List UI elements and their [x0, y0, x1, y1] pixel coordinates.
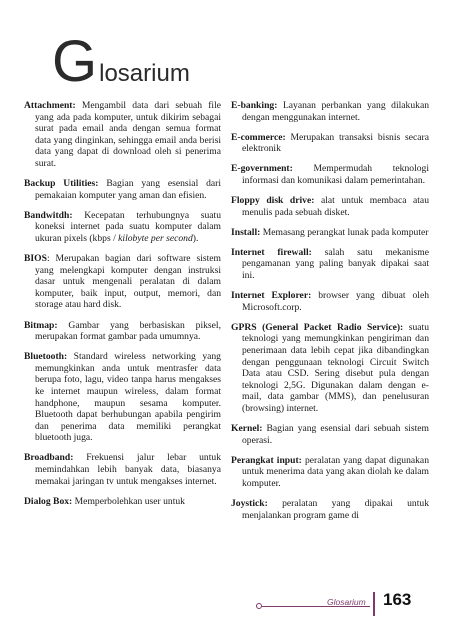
glossary-definition: Standard wireless networking yang memungkinkan anda untuk mentrasfer data berupa foto, lagu, video tanpa harus mengakses ke internet maupun wireless, dalam format handphone, maupun sesama komputer. Bluetooth dapat berhubungan apabila pengirim dan penerima data memiliki perangkat bluetooth juga. [35, 351, 221, 444]
glossary-entry [24, 210, 221, 245]
footer-separator [373, 592, 375, 616]
glossary-entry [231, 227, 429, 239]
glossary-term: Joystick: [231, 498, 268, 510]
glossary-definition-italic: kilobyte per second [118, 232, 193, 244]
glossary-definition: peralatan yang dapat digunakan untuk menerima data yang akan diolah ke dalam komputer. [242, 454, 429, 489]
glossary-definition: Memperbolehkan user untuk [74, 495, 185, 507]
glossary-term: Attachment: [24, 100, 76, 111]
glossary-entry [231, 195, 429, 218]
glossary-entry [24, 253, 221, 311]
glossary-entry [24, 496, 221, 508]
glossary-term: Backup Utilities: [24, 178, 99, 190]
glossary-term: Dialog Box: [24, 495, 73, 507]
glossary-entry [231, 163, 429, 186]
glossary-term: GPRS (General Packet Radio Service): [231, 321, 404, 333]
glossary-definition: : Merupakan bagian dari software sistem yang melengkapi komputer dengan instruksi dasar untuk mengenali peralatan di dalam komputer, baik input, output, memori, dan storage atau hard disk. [35, 253, 221, 311]
glossary-term: E-government: [231, 163, 293, 175]
glossary-entry [24, 320, 221, 343]
glossary-definition: Frekuensi jalur lebar untuk memindahkan lebih banyak data, biasanya memakai jaringan tv untuk mengakses internet. [35, 452, 221, 487]
glossary-definition: Merupakan transaksi bisnis secara elektronik [242, 131, 429, 155]
glossary-definition: peralatan yang dipakai untuk menjalankan program game di [242, 498, 429, 521]
title-initial: G [52, 29, 98, 94]
title-rest: losarium [99, 60, 190, 87]
glossary-definition: Memasang perangkat lunak pada komputer [262, 226, 429, 238]
glossary-entry [231, 423, 429, 446]
glossary-entry [231, 455, 429, 490]
page-title [52, 29, 190, 94]
glossary-term: Bandwitdh: [24, 209, 73, 221]
page-number: 163 [383, 590, 412, 609]
footer-section-label: Glosarium [327, 597, 366, 607]
glossary-term: Bluetooth: [24, 351, 68, 363]
glossary-definition: suatu teknologi yang memungkinkan pengiriman dan penerimaan data lebih cepat jika dibandingkan dengan penggunaan teknologi Circuit Switch Data atau CSD. Sering disebut pula dengan teknologi 2,5G. Digunakan dalam dengan e-mail, data gambar (MMS), dan penelusuran (browsing) internet. [242, 321, 429, 414]
glossary-definition: Bagian yang esensial dari pemakaian komputer yang aman dan efisien. [35, 178, 221, 201]
glossary-definition: Mempermudah teknologi informasi dan komunikasi dalam pemerintahan. [242, 163, 429, 186]
glossary-term: Internet firewall: [231, 246, 312, 258]
glossary-definition: Kecepatan terhubungnya suatu koneksi internet pada suatu komputer dalam ukuran pixels (kbps / [35, 209, 222, 244]
glossary-definition: salah satu mekanisme pengamanan yang paling banyak dipakai saat ini. [242, 246, 430, 282]
glossary-entry [24, 452, 221, 487]
glossary-entry [231, 322, 429, 415]
glossary-entry [231, 132, 429, 155]
glossary-definition: Mengambil data dari sebuah file yang ada pada komputer, untuk dikirim sebagai surat pada email anda dengan semua format data yang dinginkan, sehingga email anda berisi data yang dapat di download oleh si penerima surat. [35, 100, 221, 169]
glossary-entry [231, 247, 429, 282]
glossary-term: E-commerce: [231, 131, 286, 143]
glossary-entry [231, 498, 429, 521]
glossary-entry [24, 100, 221, 170]
glossary-entry [231, 290, 429, 313]
glossary-term: E-banking: [231, 100, 278, 111]
glossary-right-column [231, 100, 429, 530]
glossary-left-column [24, 100, 221, 516]
glossary-definition: alat untuk membaca atau menulis pada sebuah disket. [242, 195, 429, 218]
glossary-definition: browser yang dibuat oleh Microsoft.corp. [242, 290, 429, 313]
glossary-term: BIOS [24, 253, 47, 265]
glossary-definition: Layanan perbankan yang dilakukan dengan menggunakan internet. [242, 100, 430, 123]
glossary-term: Bitmap: [24, 319, 58, 331]
glossary-term: Install: [231, 226, 261, 238]
glossary-entry [231, 100, 429, 123]
glossary-term: Kernel: [231, 423, 263, 435]
glossary-definition: Gambar yang berbasiskan piksel, merupakan format gambar pada umumnya. [35, 319, 221, 343]
glossary-term: Broadband: [24, 452, 74, 464]
glossary-term: Floppy disk drive: [231, 195, 315, 207]
glossary-definition: Bagian yang esensial dari sebuah sistem operasi. [242, 423, 429, 446]
glossary-term: Internet Explorer: [231, 290, 312, 302]
glossary-term: Perangkat input: [231, 454, 302, 466]
glossary-entry [24, 178, 221, 201]
glossary-definition-tail: ). [192, 232, 199, 244]
glossary-entry [24, 351, 221, 444]
